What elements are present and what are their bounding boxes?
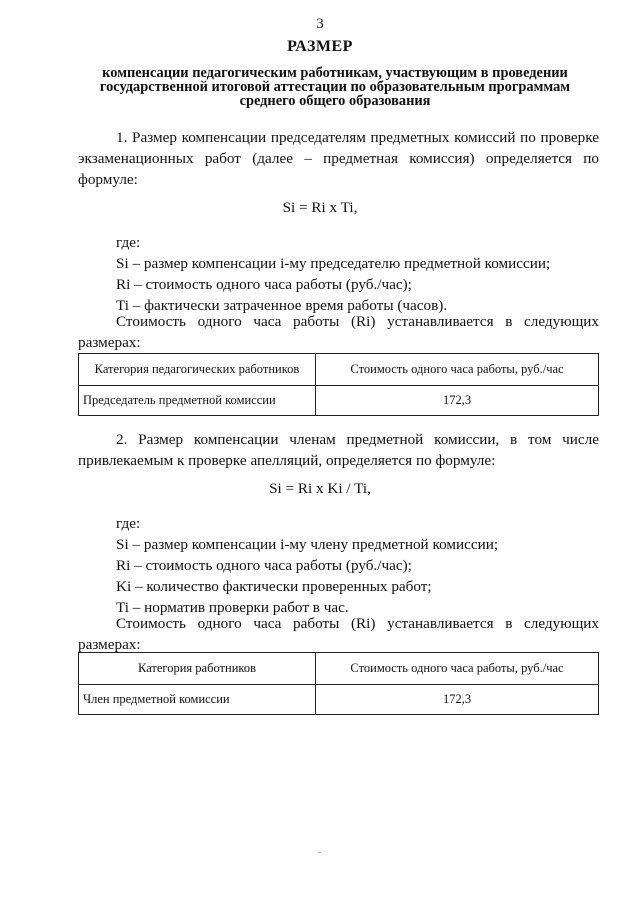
section2-definition: Ri – стоимость одного часа работы (руб./час); xyxy=(116,557,412,574)
section2-definition: Ki – количество фактически проверенных работ; xyxy=(116,578,432,595)
section2-rate-text xyxy=(78,613,599,655)
table-cell: 172,3 xyxy=(316,386,599,416)
table-cell: 172,3 xyxy=(316,685,599,715)
table-cell: Председатель предметной комиссии xyxy=(79,386,316,416)
section1-definition: Ri – стоимость одного часа работы (руб./час); xyxy=(116,276,412,293)
section1-definition: Si – размер компенсации i-му председателю предметной комиссии; xyxy=(116,255,551,272)
table-row xyxy=(79,685,599,715)
section2-rate-line: размерах: xyxy=(78,636,141,653)
table-header-cell: Категория педагогических работников xyxy=(79,354,316,386)
document-subtitle xyxy=(70,66,600,108)
section2-definition: Si – размер компенсации i-му члену предметной комиссии; xyxy=(116,536,499,553)
section2-intro-line: 2. Размер компенсации членам предметной комиссии, в том числе xyxy=(116,431,599,448)
table-cell: Член предметной комиссии xyxy=(79,685,316,715)
table-header-cell: Стоимость одного часа работы, руб./час xyxy=(316,653,599,685)
section1-intro-line: 1. Размер компенсации председателям предметных комиссий xyxy=(116,129,516,146)
subtitle-line: государственной итоговой аттестации по образовательным программам xyxy=(99,79,571,95)
section1-intro-line: по проверке экзаменационных работ (далее – предметная комиссия) xyxy=(78,129,599,167)
section1-rate-line: размерах: xyxy=(78,334,141,351)
section1-rate-text xyxy=(78,311,599,353)
section1-where: где: xyxy=(116,234,141,251)
section2-intro xyxy=(78,429,599,471)
scan-speck xyxy=(318,852,321,853)
section1-definition: Ti – фактически затраченное время работы (часов). xyxy=(116,297,448,314)
section2-formula: Si = Ri x Ki / Ti, xyxy=(269,480,371,497)
table-header-cell: Категория работников xyxy=(79,653,316,685)
page-number: 3 xyxy=(316,16,324,32)
table-header-row xyxy=(79,354,599,386)
table-header-row xyxy=(79,653,599,685)
subtitle-line: среднего общего образования xyxy=(239,93,431,109)
section2-rate-table xyxy=(78,652,599,715)
table-header-cell: Стоимость одного часа работы, руб./час xyxy=(316,354,599,386)
subtitle-line: компенсации педагогическим работникам, участвующим в проведении xyxy=(102,65,568,81)
section1-intro-line: определяется по формуле: xyxy=(78,150,600,188)
section2-rate-line: Стоимость одного часа работы (Ri) устанавливается в следующих xyxy=(116,615,599,632)
section1-intro xyxy=(78,127,599,190)
section1-formula: Si = Ri x Ti, xyxy=(282,199,358,216)
section2-intro-line: привлекаемым к проверке апелляций, определяется по формуле: xyxy=(78,452,496,469)
section1-rate-line: Стоимость одного часа работы (Ri) устанавливается в следующих xyxy=(116,313,599,330)
table-row xyxy=(79,386,599,416)
section2-definition: Ti – норматив проверки работ в час. xyxy=(116,599,349,616)
section2-where: где: xyxy=(116,515,141,532)
section1-rate-table xyxy=(78,353,599,416)
document-title: РАЗМЕР xyxy=(287,38,353,55)
